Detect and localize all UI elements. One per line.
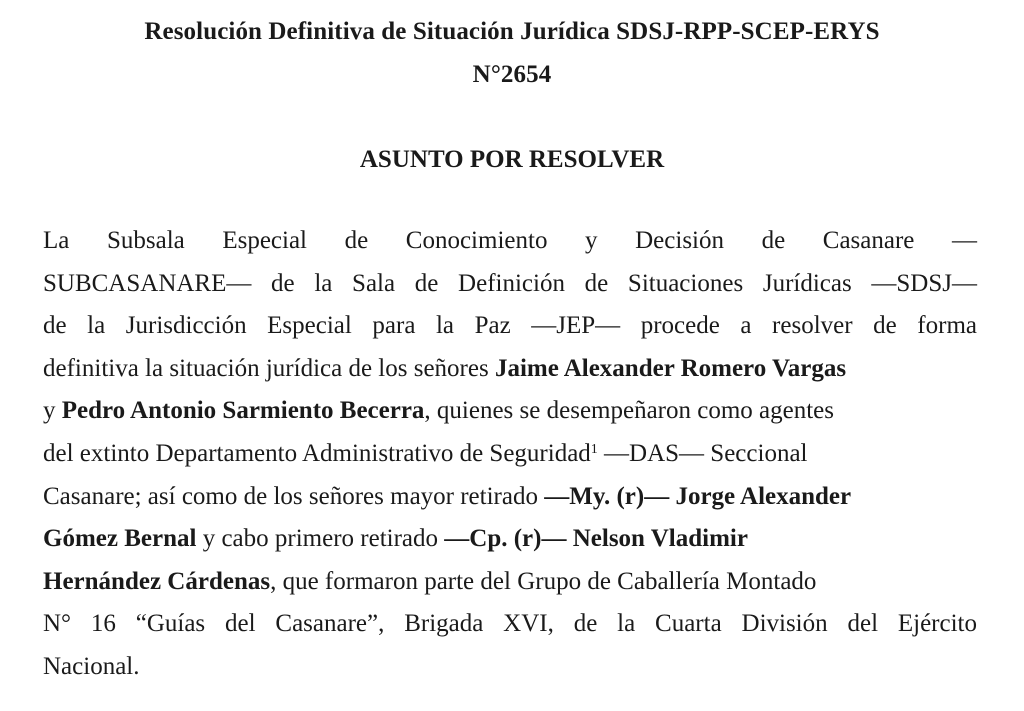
text-run: y cabo primero retirado	[196, 525, 445, 553]
person-name: —My. (r)— Jorge Alexander	[544, 482, 852, 510]
section-heading: ASUNTO POR RESOLVER	[359, 146, 665, 173]
paragraph-line-2: SUBCASANARE— de la Sala de Definición de Situaciones Jurídicas —SDSJ—	[43, 269, 977, 297]
paragraph-line-8	[43, 520, 977, 563]
text-run: del extinto Departamento Administrativo de Seguridad	[43, 439, 591, 467]
paragraph-line-6	[43, 435, 977, 478]
resolution-title-line2: N°2654	[472, 61, 552, 88]
person-name: Hernández Cárdenas	[43, 567, 271, 595]
person-name: Jaime Alexander Romero Vargas	[494, 354, 847, 382]
text-run: definitiva la situación jurídica de los señores	[43, 354, 495, 382]
paragraph-line-7	[43, 478, 977, 521]
person-name: —Cp. (r)— Nelson Vladimir	[444, 525, 748, 553]
footnote-marker[interactable]: 1	[590, 441, 598, 457]
paragraph-line-11: Nacional.	[43, 652, 140, 680]
text-run: , quienes se desempeñaron como agentes	[424, 397, 835, 425]
paragraph-line-5	[43, 392, 977, 435]
text-run: , que formaron parte del Grupo de Caballería Montado	[270, 567, 817, 595]
paragraph-line-1: La Subsala Especial de Conocimiento y Decisión de Casanare —	[43, 227, 977, 254]
body-paragraph	[43, 222, 977, 691]
text-run: Casanare; así como de los señores mayor retirado	[43, 482, 545, 510]
paragraph-line-10: N° 16 “Guías del Casanare”, Brigada XVI, de la Cuarta División del Ejército	[43, 610, 977, 638]
paragraph-line-9	[43, 563, 977, 606]
text-run: —DAS— Seccional	[597, 439, 808, 467]
resolution-title-line1: Resolución Definitiva de Situación Jurídica SDSJ-RPP-SCEP-ERYS	[144, 18, 880, 45]
text-run: y	[43, 397, 62, 425]
person-name: Gómez Bernal	[43, 525, 197, 553]
paragraph-line-4	[43, 350, 977, 393]
person-name: Pedro Antonio Sarmiento Becerra	[61, 397, 425, 425]
paragraph-line-3: de la Jurisdicción Especial para la Paz —JEP— procede a resolver de forma	[43, 312, 977, 340]
